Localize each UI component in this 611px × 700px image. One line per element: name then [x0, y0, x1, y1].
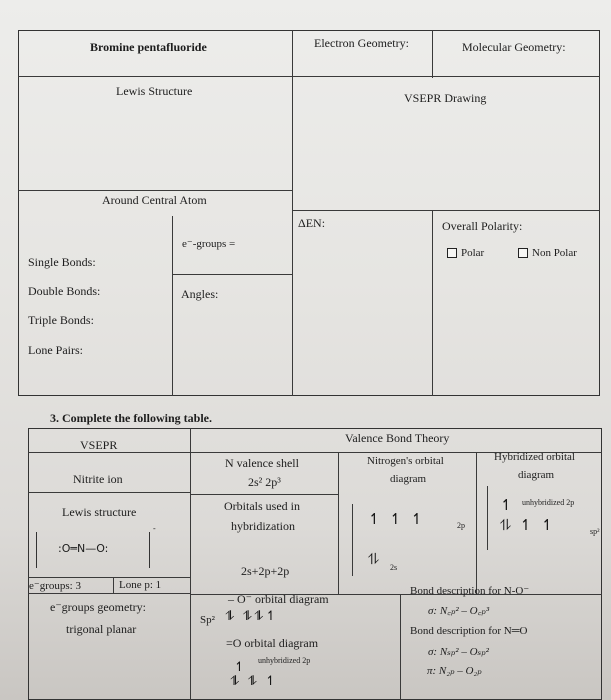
hybridization-label: hybridization — [231, 519, 295, 533]
nitrogen-2s-label: 2s — [390, 563, 398, 572]
divider — [28, 492, 190, 493]
divider — [292, 210, 600, 211]
delta-en-label: ΔEN: — [298, 216, 326, 230]
sp2-prefix: Sp² — [200, 614, 215, 626]
nitrogen-2s-arrow: ⥮ — [368, 550, 381, 568]
divider — [476, 452, 477, 594]
overall-polarity-label: Overall Polarity: — [442, 219, 523, 233]
lone-pairs-label: Lone Pairs: — [28, 343, 83, 357]
non-polar-label: Non Polar — [532, 247, 577, 259]
energy-axis — [352, 504, 353, 576]
polar-label: Polar — [461, 247, 485, 259]
lewis-charge: - — [153, 524, 156, 533]
hybridized-orbital-label: Hybridized orbital — [494, 451, 575, 463]
nitrite-ion-label: Nitrite ion — [73, 472, 123, 486]
sp2-label: sp² — [590, 527, 600, 536]
o-minus-orbital-diagram-label: – O⁻ orbital diagram — [228, 592, 329, 606]
lone-pairs-count: Lone p: 1 — [119, 579, 162, 591]
divider — [28, 577, 190, 578]
divider — [338, 452, 339, 594]
n-config-value: 2s² 2p³ — [248, 475, 281, 489]
divider — [292, 30, 293, 396]
o-double-orbital-diagram-label: =O orbital diagram — [226, 636, 319, 650]
triple-bonds-label: Triple Bonds: — [28, 313, 94, 327]
o-double-arrows: ⥮ ⥮ ↿ — [230, 674, 279, 689]
nitrogen-2p-label: 2p — [457, 521, 465, 530]
n-valence-shell-label: N valence shell — [225, 456, 299, 470]
divider — [432, 210, 433, 396]
divider — [432, 30, 433, 78]
divider — [190, 428, 191, 700]
nitrogen-diagram-label: diagram — [390, 473, 427, 485]
lewis-structure-cell-label: Lewis structure — [62, 505, 137, 519]
bond-description-n-o-minus: Bond description for N-O⁻ — [410, 585, 530, 597]
non-polar-checkbox[interactable] — [518, 248, 528, 258]
e-groups-count: e⁻groups: 3 — [29, 580, 81, 592]
lewis-structure-drawing: :O═N—O: — [58, 542, 109, 555]
section-3-heading: 3. Complete the following table. — [50, 411, 212, 425]
hybridized-diagram-label: diagram — [518, 469, 555, 481]
divider — [28, 593, 190, 594]
vsepr-drawing-label: VSEPR Drawing — [404, 91, 487, 105]
sigma-bond-2: σ: Nₛₚ² – Oₛₚ² — [428, 646, 489, 658]
divider — [18, 76, 600, 77]
molecule-name: Bromine pentafluoride — [90, 40, 207, 54]
divider — [113, 577, 114, 593]
trigonal-planar-value: trigonal planar — [66, 622, 137, 636]
nitrogen-2p-arrows: ↿ ↿ ↿ — [368, 510, 426, 528]
lewis-structure-label: Lewis Structure — [116, 84, 193, 98]
divider — [400, 594, 401, 700]
hybridized-sp2-arrows: ⥮ ↿ ↿ — [500, 516, 556, 534]
sigma-bond-1: σ: N꜀ₚ² – O꜀ₚ³ — [428, 605, 490, 617]
e-groups-label: e⁻-groups = — [182, 238, 236, 250]
divider — [18, 190, 293, 191]
polar-option[interactable] — [447, 247, 484, 259]
divider — [172, 216, 173, 396]
single-bonds-label: Single Bonds: — [28, 255, 96, 269]
divider — [172, 274, 293, 275]
divider — [190, 494, 339, 495]
vsepr-header: VSEPR — [80, 438, 118, 452]
non-polar-option[interactable] — [518, 247, 577, 259]
valence-bond-theory-header: Valence Bond Theory — [345, 431, 450, 445]
around-central-atom-label: Around Central Atom — [102, 193, 207, 207]
electron-geometry-label: Electron Geometry: — [314, 36, 409, 50]
energy-axis — [487, 486, 488, 550]
pi-bond: π: N₂ₚ – O₂ₚ — [427, 665, 482, 677]
polar-checkbox[interactable] — [447, 248, 457, 258]
o-double-top-arrow: ↿ — [234, 660, 247, 675]
o-minus-arrows: ⥮ ⥮⥮↿ — [225, 609, 279, 624]
nitrogen-orbital-label: Nitrogen's orbital — [367, 455, 444, 467]
double-bonds-label: Double Bonds: — [28, 284, 101, 298]
orbitals-used-label: Orbitals used in — [224, 499, 300, 513]
e-groups-geometry-label: e⁻groups geometry: — [50, 600, 146, 614]
angles-label: Angles: — [181, 287, 219, 301]
unhybridized-2p-label: unhybridized 2p — [522, 498, 575, 507]
upper-table-frame — [18, 30, 600, 396]
unhybridized-arrow: ↿ — [500, 496, 515, 514]
orbitals-sum-value: 2s+2p+2p — [241, 564, 290, 578]
molecular-geometry-label: Molecular Geometry: — [462, 40, 566, 54]
bond-description-n-double-o: Bond description for N═O — [410, 625, 528, 637]
unhybridized-2p-small: unhybridized 2p — [258, 656, 311, 665]
